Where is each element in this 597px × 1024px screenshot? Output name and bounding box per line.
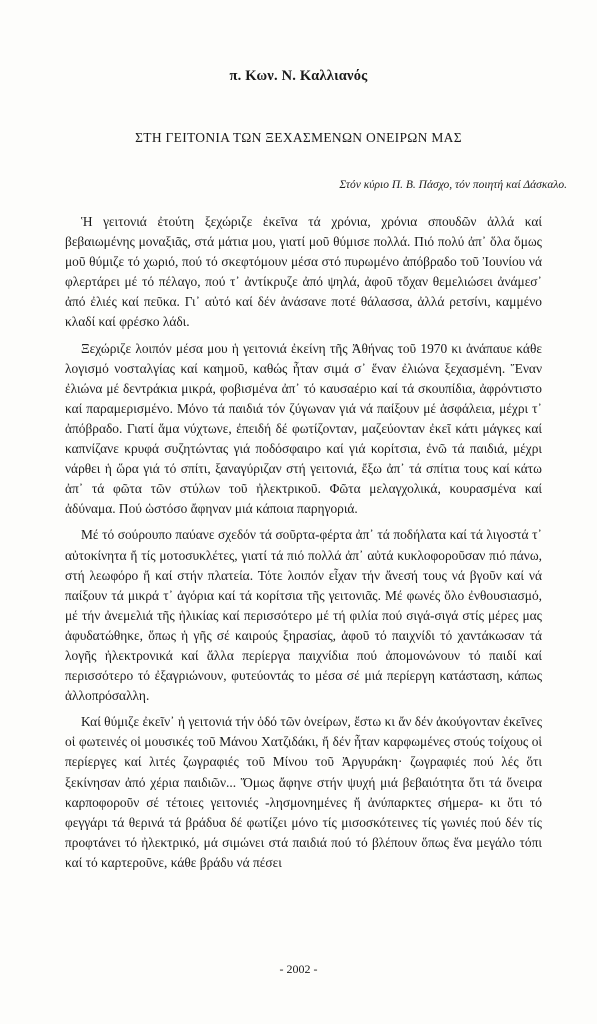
dedication: Στόν κύριο Π. Β. Πάσχο, τόν ποιητή καί Δάσκαλο. xyxy=(339,179,567,191)
author-name: π. Κων. Ν. Καλλιανός xyxy=(229,68,368,84)
paragraph: Μέ τό σούρουπο παύανε σχεδόν τά σοῦρτα-φέρτα ἀπ᾽ τά ποδήλατα καί τά λιγοστά τ᾽ αὐτοκίνητα ἤ τίς μοτοσυκλέτες, γιατί τά πιό πολλά ἀπ᾽ αὐτά κυκλοφοροῦσαν πιό πάνω, στή λεωφόρο ἤ καί στήν πλατεία. Τότε λοιπόν εἶχαν τήν ἄνεσή τους νά βγοῦν καί νά παίξουν τά μικρά τ᾽ ἀγόρια καί τά κορίτσια τῆς γειτονιᾶς. Μέ φωνές ὅλο ἐνθουσιασμό, μέ τήν ἀνεμελιά τῆς ἡλικίας καί περισσότερο μέ τή φιλία πού σιγά-σιγά στίς μέρες μας ἀφυδατώθηκε, ὅπως ἡ γῆς σέ καιρούς ξηρασίας, ἀφοῦ τό παιχνίδι τό χαντάκωσαν τά λογῆς ἠλεκτρονικά καί ἄλλα περίεργα παιχνίδια πού ἀπομονώνουν τό παιδί καί περισσότερο τό ἐξαγριώνουν, φυτεύοντάς το μέσα σέ μιά περίεργη κατάσταση, κάπως ἀλλοπρόσαλλη. xyxy=(65,527,542,704)
article-body xyxy=(65,212,542,879)
paragraph: Καί θύμιζε ἐκεῖν᾽ ἡ γειτονιά τήν ὁδό τῶν ὀνείρων, ἔστω κι ἄν δέν ἀκούγονταν ἐκεῖνες οἱ φωτεινές οἱ μουσικές τοῦ Μάνου Χατζιδάκι, ἤ δέν ἦταν καρφωμένες στούς τοίχους οἱ περίεργες καί λιτές ζωγραφιές τοῦ Μίνου τοῦ Ἀργυράκη· ζωγραφιές πού λές ὅτι ξεκίνησαν ἀπό χέρια παιδιῶν... Ὅμως ἄφηνε στήν ψυχή μιά βεβαιότητα ὅτι τά ὄνειρα καρποφοροῦν σέ τέτοιες γειτονιές -λησμονημένες ἤ ἀνύπαρκτες σήμερα- κι ὅτι τό φεγγάρι τά θερινά τά βράδυα δέ φωτίζει μόνο τίς μισοσκότεινες τίς γωνιές πού δέν τίς προφτάνει τό ἠλεκτρικό, μά σιμώνει στά παιδιά πού τό βλέπουν ὅπως ἕνα μεγάλο τόπι καί τό καρτεροῦνε, κάθε βράδυ νά πέσει xyxy=(65,714,542,870)
paragraph: Ἡ γειτονιά ἐτούτη ξεχώριζε ἐκεῖνα τά χρόνια, χρόνια σπουδῶν ἀλλά καί βεβαιωμένης μοναξιᾶς, στά μάτια μου, γιατί μοῦ θύμισε πολλά. Πιό πολύ ἀπ᾽ ὅλα ὅμως μοῦ θύμιζε τό χωριό, πού τό σκεφτόμουν μέσα στό πυρωμένο ἀπόβραδο τοῦ Ἰουνίου νά φλερτάρει μέ τό πέλαγο, πού τ᾽ ἀντίκρυζε ἀπό ψηλά, ἀφοῦ τὄχαν θεμελιώσει ἀνάμεσ᾽ ἀπό ἐλιές καί πεῦκα. Γι᾽ αὐτό καί δέν ἀνάσανε ποτέ θάλασσα, ἀλλά ρετσίνι, καμμένο κλαδί καί φρέσκο λάδι. xyxy=(65,214,542,330)
paragraph: Ξεχώριζε λοιπόν μέσα μου ἡ γειτονιά ἐκείνη τῆς Ἀθήνας τοῦ 1970 κι ἀνάπαυε κάθε λογισμό νοσταλγίας καί καημοῦ, καθώς ἦταν σιμά σ᾽ ἕναν ἐλιώνα ξεχασμένη. Ἕναν ἐλιώνα μέ δεντράκια μικρά, φοβισμένα ἀπ᾽ τό καυσαέριο καί τά σκουπίδια, ἀφρόντιστο καί παραμερισμένο. Μόνο τά παιδιά τόν ζύγωναν γιά νά παίξουν μέ ἀσφάλεια, μέχρι τ᾽ ἀπόβραδο. Γιατί ἅμα νύχτωνε, ἐπειδή δέ φωτίζονταν, μαζεύονταν ἐκεῖ κάτι μάγκες καί καπνίζανε κρυφά συζητώντας γιά ποδόσφαιρο καί γιά κορίτσια, ἐνῶ τά παιδιά, μέχρι νάρθει ἡ ὥρα γιά τό σπίτι, ξαναγύριζαν στή γειτονιά, ἔξω ἀπ᾽ τά σπίτια τους καί κάτω ἀπ᾽ τά φῶτα τῶν στύλων τοῦ ἠλεκτρικοῦ. Φῶτα μελαγχολικά, κουρασμένα καί ἀδύναμα. Πού ὡστόσο ἄφηναν μιά κάποια παρηγοριά. xyxy=(65,340,542,517)
article-title: ΣΤΗ ΓΕΙΤΟΝΙΑ ΤΩΝ ΞΕΧΑΣΜΕΝΩΝ ΟΝΕΙΡΩΝ ΜΑΣ xyxy=(135,130,462,145)
page-number: - 2002 - xyxy=(279,962,318,976)
